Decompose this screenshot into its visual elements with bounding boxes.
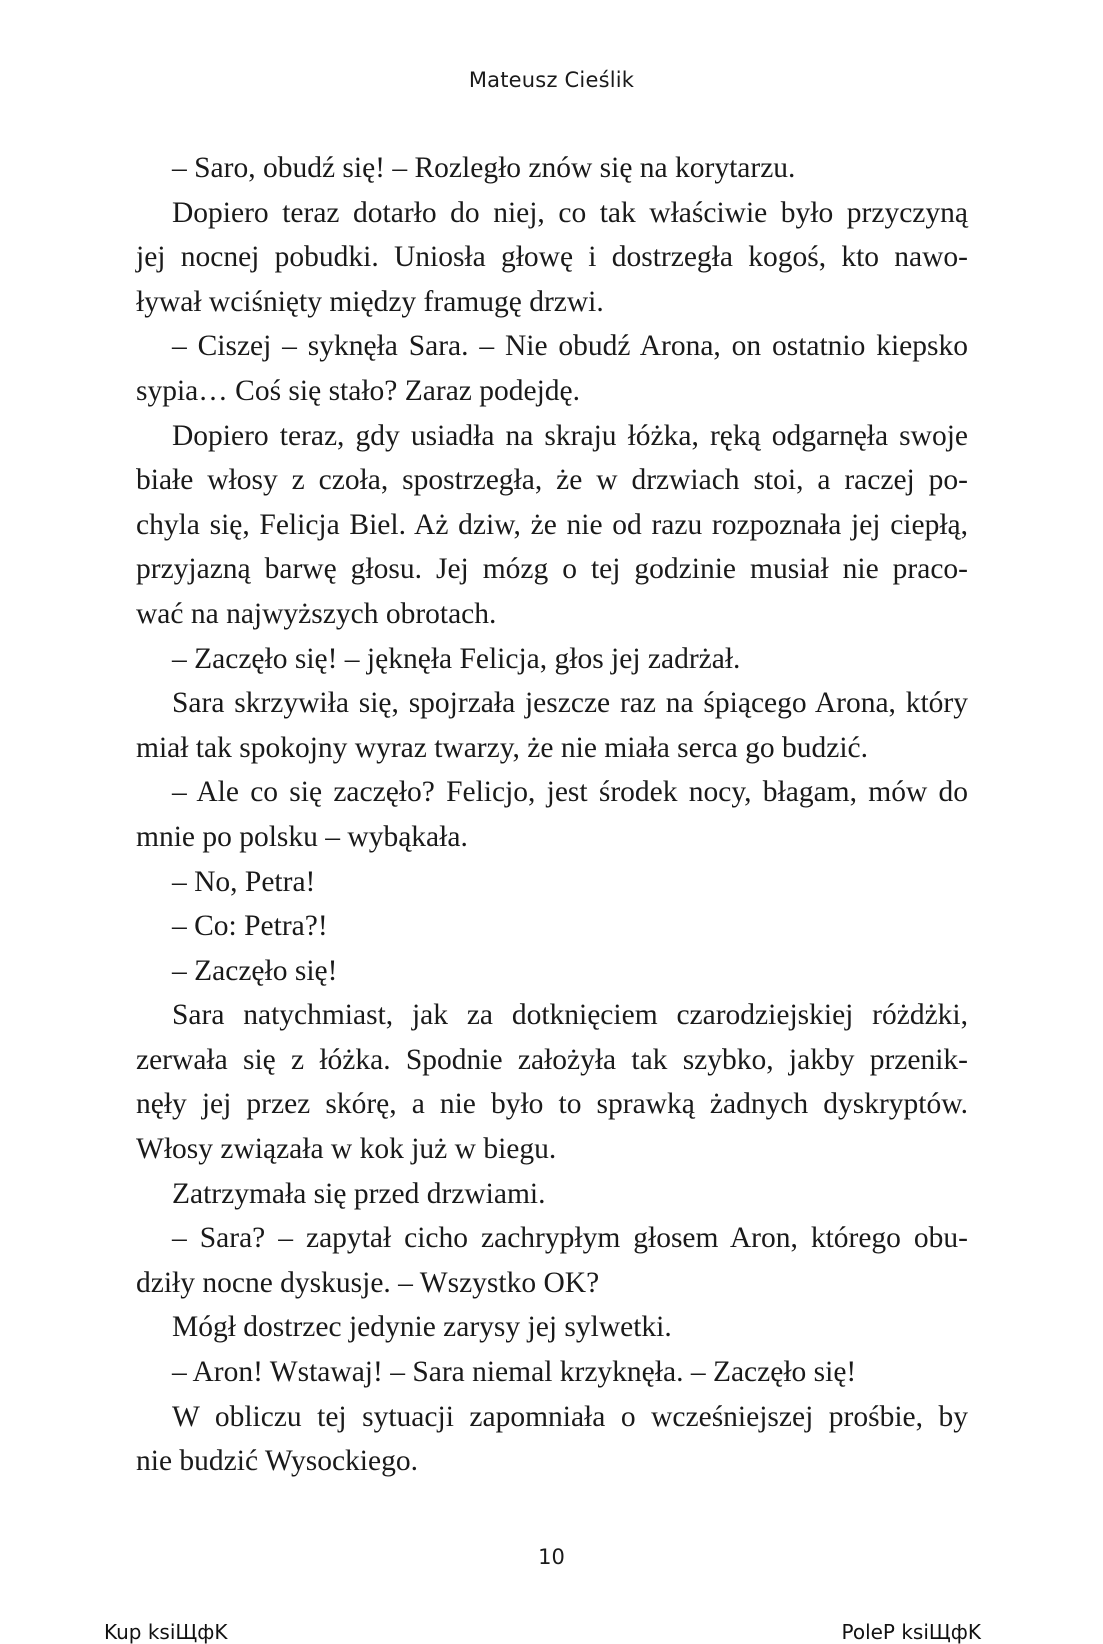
- text-line: Mógł dostrzec jedynie zarysy jej sylwetki.: [172, 1311, 672, 1344]
- text-line: – Saro, obudź się! – Rozległo znów się na korytarzu.: [172, 152, 796, 184]
- text-line: Włosy związała w kok już w biegu.: [136, 1133, 557, 1166]
- text-line: Dopiero teraz dotarło do niej, co tak właściwie było przyczyną: [172, 196, 968, 229]
- text-line: W obliczu tej sytuacji zapomniała o wcześniejszej prośbie, by: [172, 1400, 968, 1433]
- text-line: wać na najwyższych obrotach.: [136, 597, 497, 630]
- text-line: zerwała się z łóżka. Spodnie założyła tak szybko, jakby przenik-: [136, 1043, 968, 1076]
- text-line: – Aron! Wstawaj! – Sara niemal krzyknęła. – Zaczęło się!: [172, 1356, 857, 1389]
- text-line: – Zaczęło się!: [172, 954, 338, 987]
- text-line: – Sara? – zapytał cicho zachrypłym głosem Aron, którego obu-: [172, 1222, 968, 1255]
- text-line: białe włosy z czoła, spostrzegła, że w drzwiach stoi, a raczej po-: [136, 464, 968, 497]
- text-line: nęły jej przez skórę, a nie było to sprawką żadnych dyskryptów.: [136, 1088, 968, 1121]
- page-number: 10: [538, 1545, 565, 1569]
- text-line: Sara natychmiast, jak za dotknięciem czarodziejskiej różdżki,: [172, 999, 968, 1032]
- text-line: – No, Petra!: [172, 865, 316, 898]
- text-line: mnie po polsku – wybąkała.: [136, 820, 468, 853]
- body-text: [136, 146, 968, 1484]
- text-line: chyla się, Felicja Biel. Aż dziw, że nie od razu rozpoznała jej ciepłą,: [136, 508, 968, 541]
- text-line: – Ciszej – syknęła Sara. – Nie obudź Arona, on ostatnio kiepsko: [172, 330, 968, 363]
- text-line: Sara skrzywiła się, spojrzała jeszcze raz na śpiącego Arona, który: [172, 687, 968, 720]
- text-line: Dopiero teraz, gdy usiadła na skraju łóżka, ręką odgarnęła swoje: [172, 419, 968, 452]
- text-line: przyjazną barwę głosu. Jej mózg o tej godzinie musiał nie praco-: [136, 553, 968, 586]
- text-line: – Co: Petra?!: [172, 910, 328, 943]
- running-head-author: Mateusz Cieślik: [468, 68, 635, 92]
- text-line: – Ale co się zaczęło? Felicjo, jest środek nocy, błagam, mów do: [172, 776, 968, 809]
- text-line: nie budzić Wysockiego.: [136, 1445, 418, 1478]
- text-line: miał tak spokojny wyraz twarzy, że nie miała serca go budzić.: [136, 731, 869, 764]
- buy-book-link[interactable]: Kup ksiЩфK: [104, 1620, 228, 1644]
- recommend-book-link[interactable]: PoleP ksiЩфK: [841, 1620, 981, 1644]
- text-line: jej nocnej pobudki. Uniosła głowę i dostrzegła kogoś, kto nawo-: [136, 241, 968, 274]
- text-line: – Zaczęło się! – jęknęła Felicja, głos jej zadrżał.: [172, 642, 741, 675]
- text-line: sypia… Coś się stało? Zaraz podejdę.: [136, 374, 581, 407]
- text-line: dziły nocne dyskusje. – Wszystko OK?: [136, 1266, 600, 1299]
- text-line: Zatrzymała się przed drzwiami.: [172, 1177, 546, 1210]
- text-line: ływał wciśnięty między framugę drzwi.: [136, 285, 604, 318]
